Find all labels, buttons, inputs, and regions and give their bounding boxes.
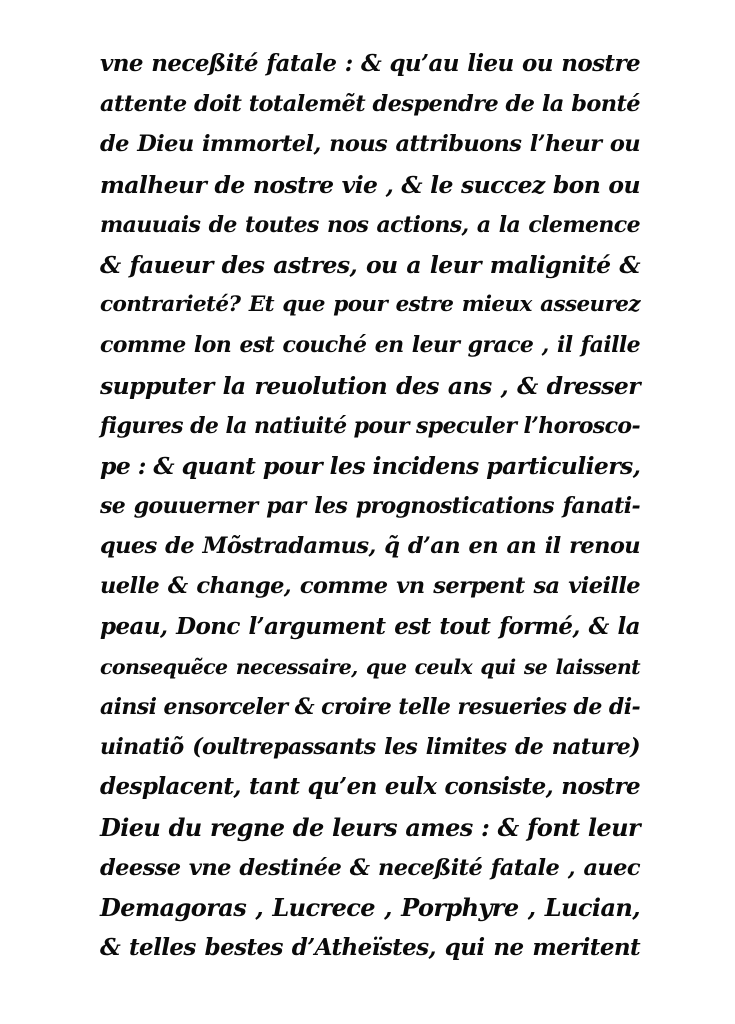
text-block xyxy=(100,44,640,968)
text-line-11: pe : & quant pour les incidens particuliers, xyxy=(100,451,641,480)
text-line-23: & telles bestes d’Atheïstes, qui ne meritent xyxy=(100,934,640,962)
text-line-8: comme lon est couché en leur grace , il faille xyxy=(100,332,640,359)
text-line-18: uinatiõ (oultrepassants les limites de nature) xyxy=(100,734,640,761)
text-line-12: se gouuerner par les prognostications fanati- xyxy=(100,493,640,520)
text-line-3: de Dieu immortel, nous attribuons l’heur ou xyxy=(100,131,640,158)
text-line-4: malheur de nostre vie , & le succez bon ou xyxy=(100,170,640,199)
text-line-17: ainsi ensorceler & croire telle resueries de di- xyxy=(100,694,640,720)
text-line-22: Demagoras , Lucrece , Porphyre , Lucian, xyxy=(100,892,640,922)
text-line-10: figures de la natiuité pour speculer l’horosco- xyxy=(100,412,640,439)
text-line-14: uelle & change, comme vn serpent sa vieille xyxy=(100,573,640,600)
text-line-1: vne neceßité fatale : & qu’au lieu ou nostre xyxy=(100,50,640,77)
text-line-15: peau, Donc l’argument est tout formé, & la xyxy=(100,612,640,640)
text-line-19: desplacent, tant qu’en eulx consiste, nostre xyxy=(100,773,640,801)
text-line-5: mauuais de toutes nos actions, a la clemence xyxy=(100,211,640,238)
text-line-20: Dieu du regne de leurs ames : & font leur xyxy=(100,812,640,842)
text-line-9: supputer la reuolution des ans , & dresser xyxy=(100,371,640,400)
text-line-2: attente doit totalemẽt despendre de la bonté xyxy=(100,91,640,118)
text-line-6: & faueur des astres, ou a leur malignité & xyxy=(100,250,640,279)
text-line-16: consequẽce necessaire, que ceulx qui se laissent xyxy=(100,654,640,679)
text-line-7: contrarieté? Et que pour estre mieux asseurez xyxy=(100,292,640,318)
text-line-21: deesse vne destinée & neceßité fatale , auec xyxy=(100,854,640,881)
text-line-13: ques de Mõstradamus, q̃ d’an en an il renou xyxy=(100,533,640,560)
